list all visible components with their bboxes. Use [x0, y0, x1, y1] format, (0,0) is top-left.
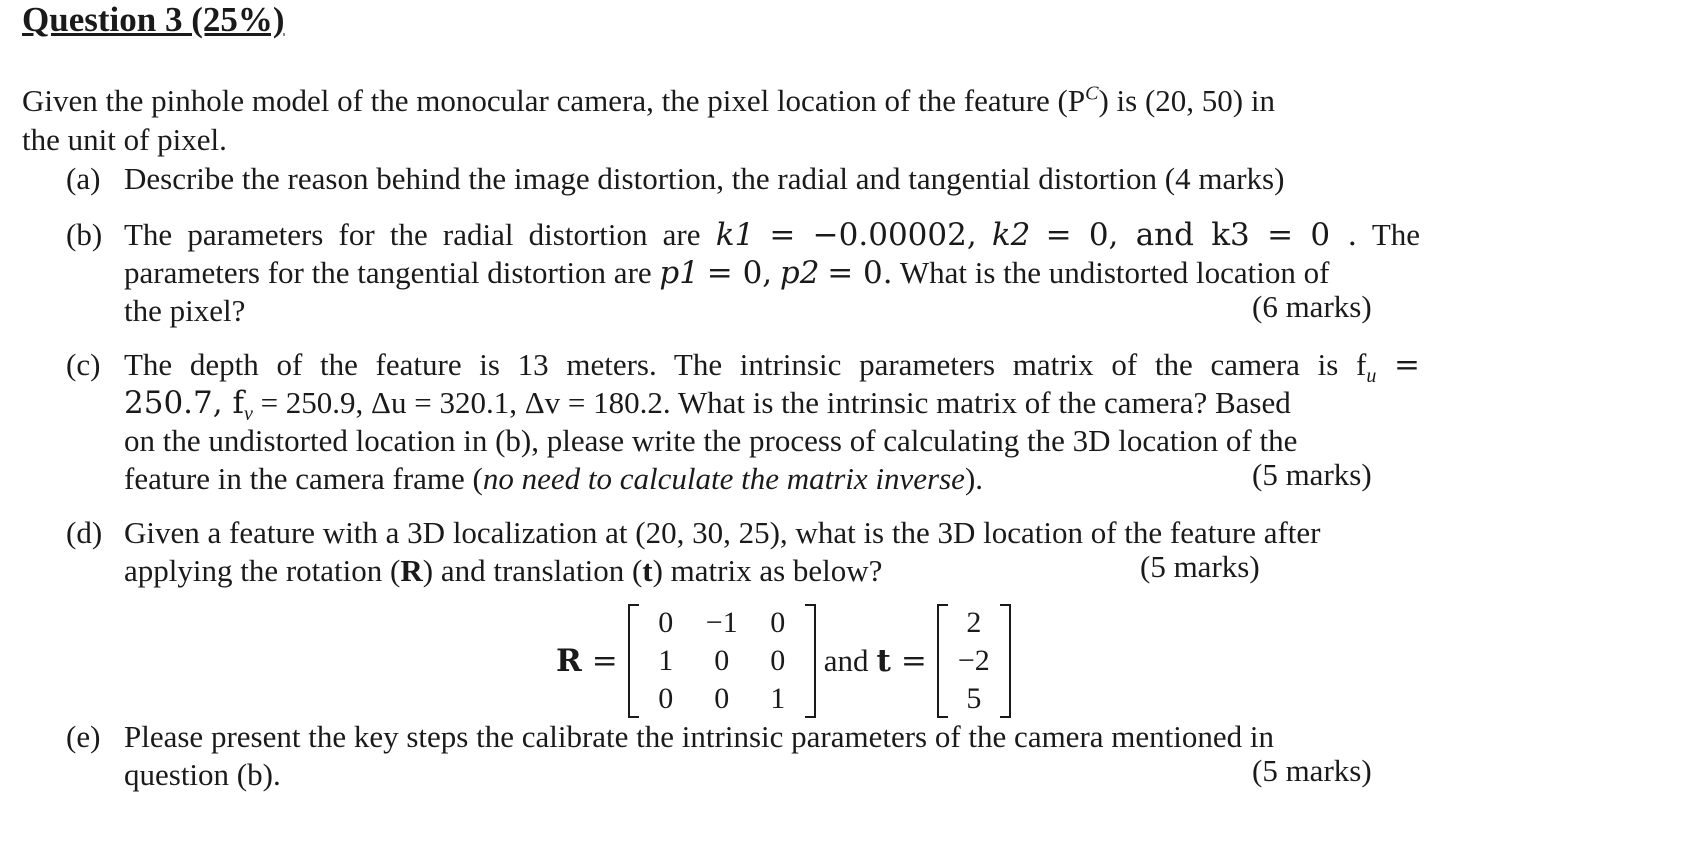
- t-label: t: [876, 643, 891, 679]
- intro-text-pre: Given the pinhole model of the monocular camera, the pixel location of the feature (P: [22, 83, 1086, 118]
- part-b-line-1: [124, 216, 1420, 254]
- part-b-line-2: [124, 254, 1329, 292]
- R-label: R: [556, 643, 582, 679]
- question-title: Question 3 (25%): [22, 0, 285, 39]
- intro-text-post: ) is (20, 50) in: [1098, 83, 1275, 118]
- k1-value: = −0.00002,: [769, 217, 977, 253]
- part-e-label: (e): [66, 719, 101, 754]
- p1-value: = 0,: [706, 255, 773, 291]
- p2-symbol: p2: [779, 255, 820, 291]
- t-cell: 2: [966, 606, 982, 639]
- translation-symbol: t: [642, 553, 653, 588]
- and-word: and: [823, 643, 869, 678]
- part-b-label: (b): [66, 217, 103, 252]
- part-b-text-end: The: [1371, 217, 1421, 252]
- r-cell: 0: [770, 606, 786, 639]
- part-c-line-4: [124, 460, 983, 498]
- part-c-line-1: [124, 346, 1421, 388]
- part-c-text: feature in the camera frame (: [124, 461, 483, 496]
- k1-symbol: k1: [715, 217, 755, 253]
- fv-text: 250.7, f: [124, 385, 244, 421]
- part-d-line-2: [124, 552, 882, 590]
- k2-symbol: k2: [991, 217, 1031, 253]
- r-cell: −1: [705, 606, 738, 639]
- t-equals: =: [900, 643, 927, 679]
- part-c-line-3: on the undistorted location in (b), please write the process of calculating the 3D location of the: [124, 423, 1298, 458]
- part-d-text: applying the rotation (: [124, 553, 401, 588]
- part-c-label: (c): [66, 347, 101, 382]
- intro-line-2: the unit of pixel.: [22, 122, 227, 157]
- r-cell: 0: [658, 682, 674, 715]
- part-d-line-1: Given a feature with a 3D localization at (20, 30, 25), what is the 3D location of the feature after: [124, 515, 1321, 550]
- translation-vector: [937, 604, 1011, 718]
- fv-subscript: v: [243, 403, 253, 426]
- part-c-line-2: [124, 384, 1291, 426]
- intro-line-1: [22, 82, 1275, 120]
- r-cell: 0: [770, 644, 786, 677]
- part-a-label: (a): [66, 161, 101, 196]
- part-d-marks: (5 marks): [1140, 549, 1260, 584]
- part-b-text: The parameters for the radial distortion are: [124, 217, 701, 252]
- r-cell: 0: [714, 644, 730, 677]
- part-e-line-2: question (b).: [124, 757, 281, 792]
- t-cell: −2: [957, 644, 990, 677]
- r-cell: 0: [658, 606, 674, 639]
- part-d-text: ) and translation (: [422, 553, 643, 588]
- rotation-matrix: [628, 604, 816, 718]
- rotation-symbol: R: [400, 553, 423, 588]
- t-cell: 5: [966, 682, 982, 715]
- part-b-marks: (6 marks): [1252, 289, 1372, 324]
- part-a-text: Describe the reason behind the image distortion, the radial and tangential distortion (4 marks): [124, 161, 1285, 196]
- fu-subscript: u: [1366, 365, 1377, 388]
- part-b-line-3: the pixel?: [124, 293, 246, 328]
- part-b-text-end: What is the undistorted location of: [899, 255, 1330, 290]
- part-e-line-1: Please present the key steps the calibrate the intrinsic parameters of the camera mentioned in: [124, 719, 1274, 754]
- fu-equals: =: [1394, 347, 1421, 383]
- r-cell: 1: [770, 682, 786, 715]
- r-cell: 1: [658, 644, 674, 677]
- r-cell: 0: [714, 682, 730, 715]
- part-d-label: (d): [66, 515, 103, 550]
- part-c-text-end: ).: [964, 461, 984, 496]
- part-c-text: The depth of the feature is 13 meters. The intrinsic parameters matrix of the camera is f: [124, 347, 1367, 382]
- k2-k3-value: = 0, and k3 = 0 .: [1045, 217, 1358, 253]
- part-b-text: parameters for the tangential distortion are: [124, 255, 652, 290]
- intro-superscript: C: [1085, 82, 1099, 105]
- matrix-equation: [556, 604, 1011, 718]
- p2-value: = 0.: [827, 255, 893, 291]
- part-c-italic-note: no need to calculate the matrix inverse: [482, 461, 965, 496]
- part-e-marks: (5 marks): [1252, 753, 1372, 788]
- part-c-text: = 250.9, Δu = 320.1, Δv = 180.2. What is the intrinsic matrix of the camera? Based: [260, 385, 1291, 420]
- part-d-text-end: ) matrix as below?: [652, 553, 883, 588]
- p1-symbol: p1: [659, 255, 699, 291]
- part-c-marks: (5 marks): [1252, 457, 1372, 492]
- R-equals: =: [591, 643, 618, 679]
